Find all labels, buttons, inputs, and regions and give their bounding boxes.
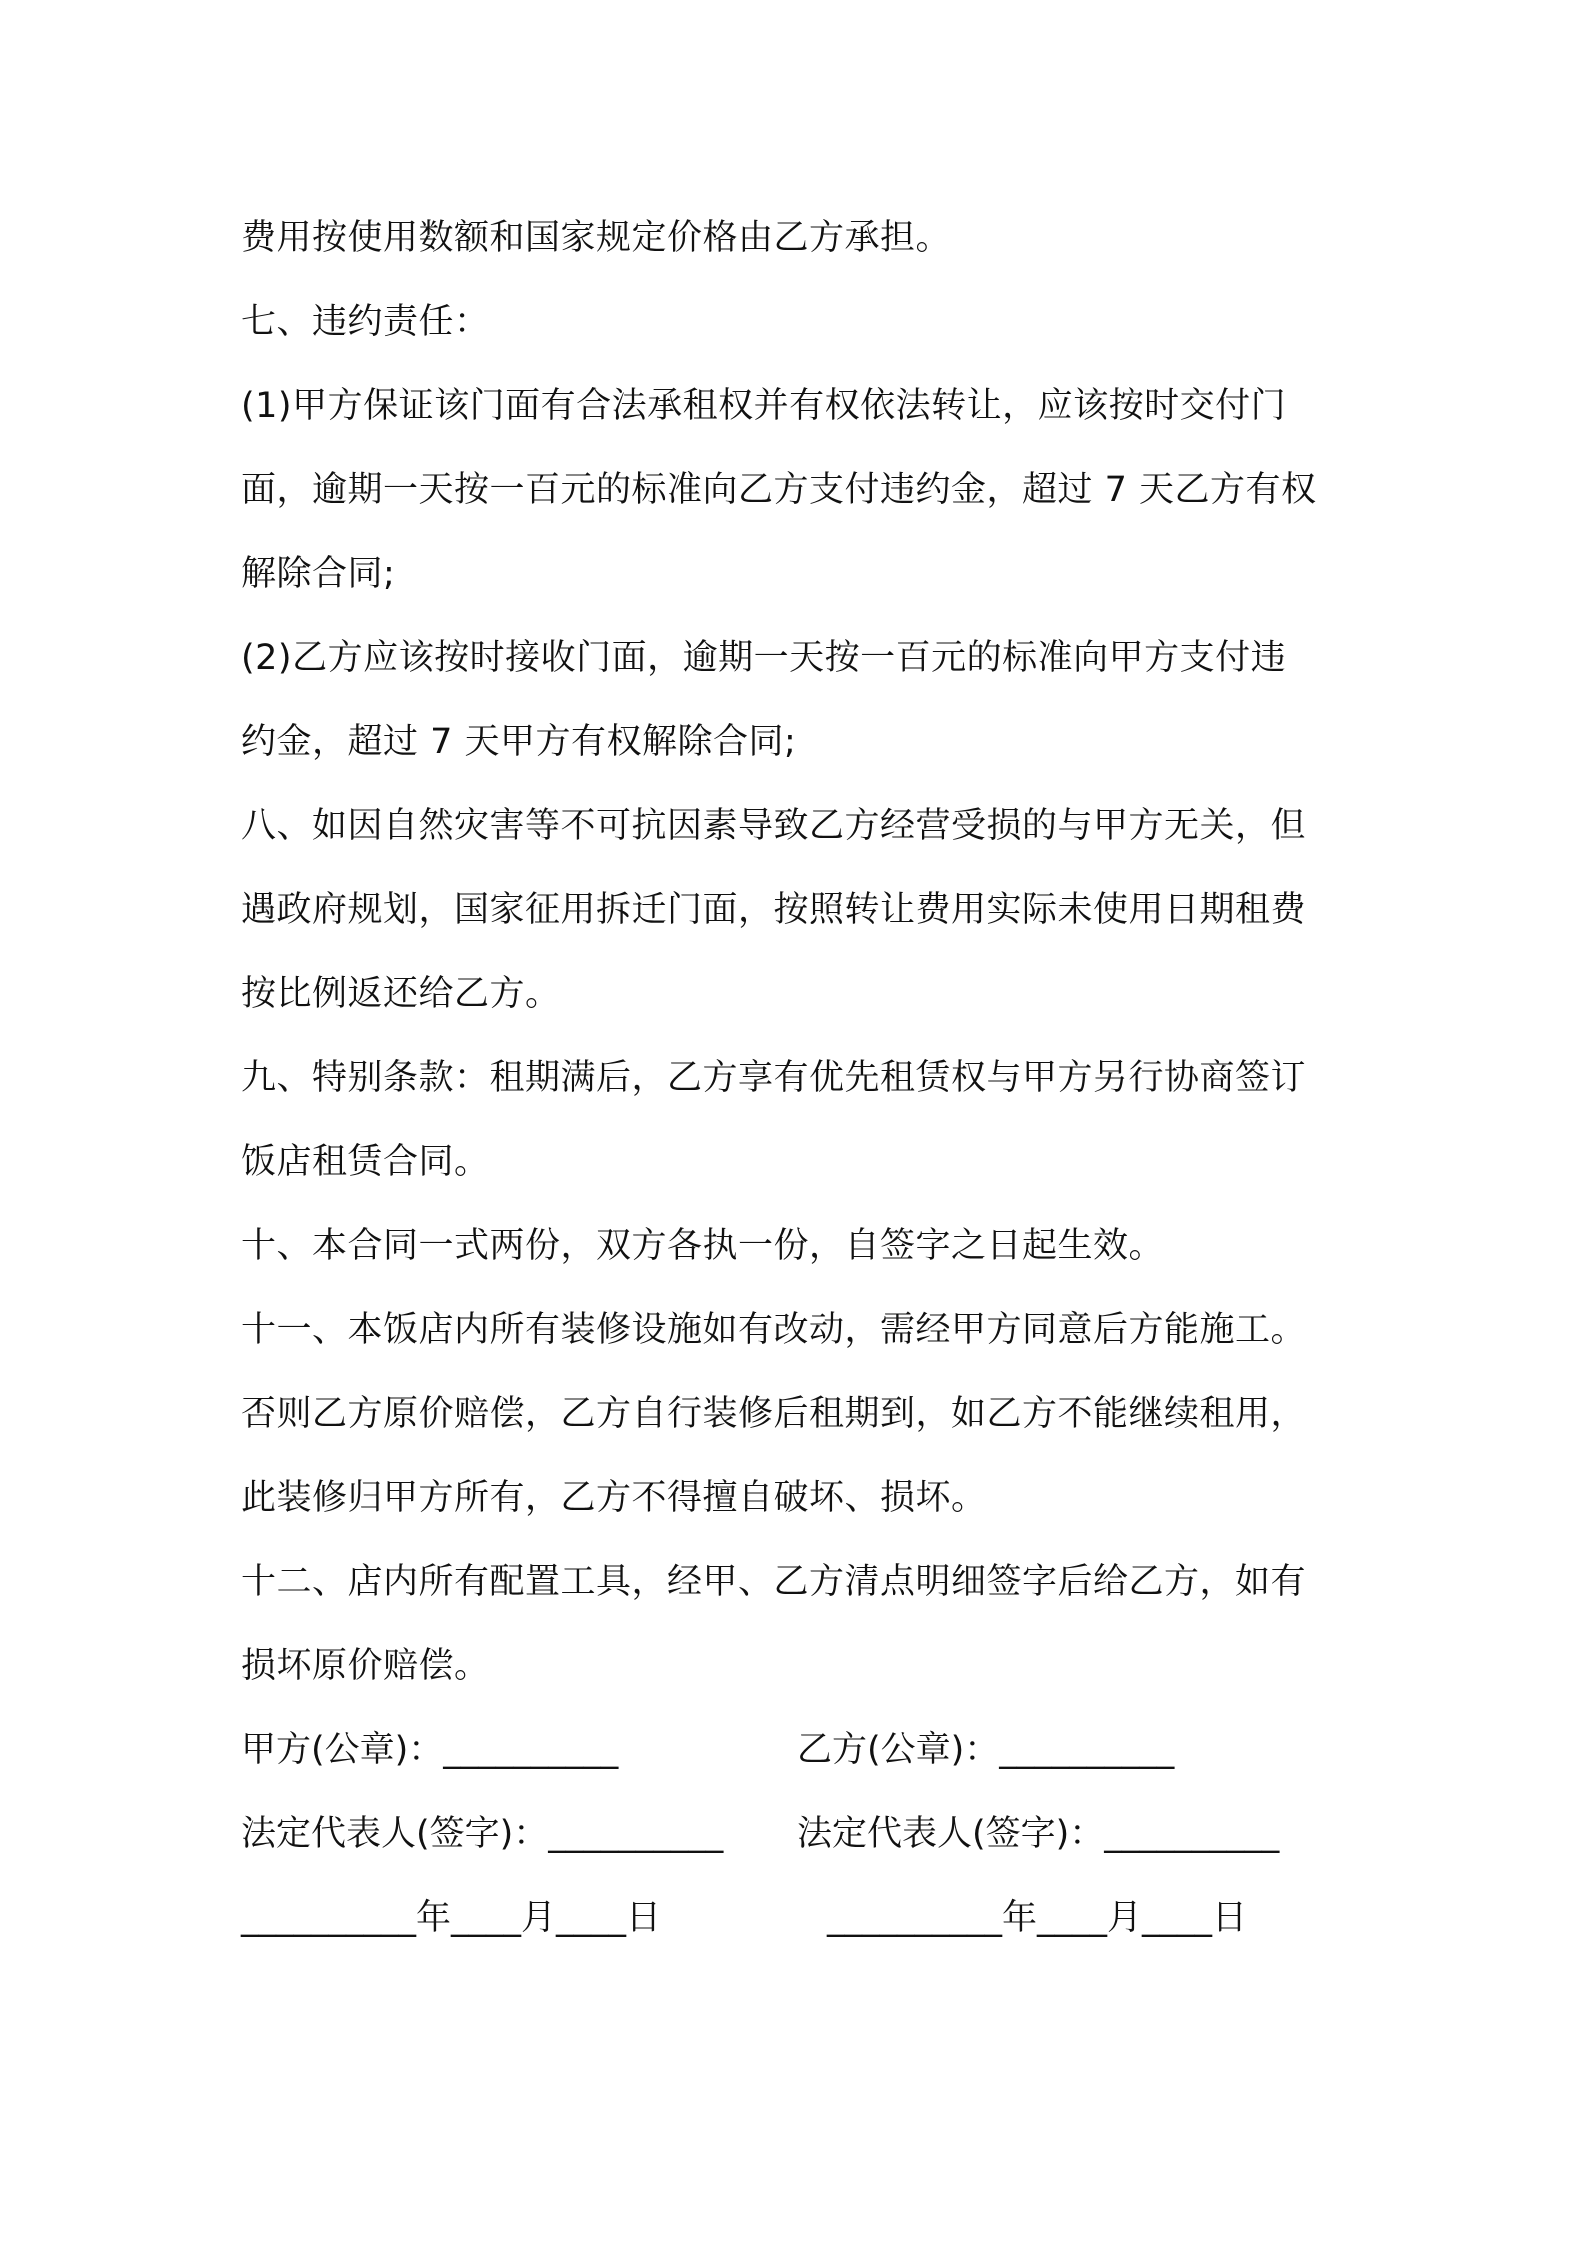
party-a-date: __________年____月____日 xyxy=(241,1898,662,1938)
text-line: 饭店租赁合同。 xyxy=(241,1142,490,1182)
text-line: 十一、本饭店内所有装修设施如有改动，需经甲方同意后方能施工。 xyxy=(241,1310,1307,1350)
text-line: 此装修归甲方所有，乙方不得擅自破坏、损坏。 xyxy=(241,1478,987,1518)
text-line: 约金，超过 7 天甲方有权解除合同; xyxy=(241,722,797,762)
section-heading: 七、违约责任： xyxy=(241,302,490,342)
text-line: 解除合同; xyxy=(241,554,396,594)
signature-row-representative xyxy=(241,1792,1361,1876)
text-line: 费用按使用数额和国家规定价格由乙方承担。 xyxy=(241,218,952,258)
signature-row-date xyxy=(241,1876,1361,1960)
party-a-representative: 法定代表人(签字)：__________ xyxy=(241,1814,724,1854)
text-line: 九、特别条款：租期满后，乙方享有优先租赁权与甲方另行协商签订 xyxy=(241,1058,1307,1098)
text-line: 否则乙方原价赔偿，乙方自行装修后租期到，如乙方不能继续租用， xyxy=(241,1394,1307,1434)
text-line: 遇政府规划，国家征用拆迁门面，按照转让费用实际未使用日期租费 xyxy=(241,890,1307,930)
party-b-date: __________年____月____日 xyxy=(827,1898,1248,1938)
text-line: 面，逾期一天按一百元的标准向乙方支付违约金，超过 7 天乙方有权 xyxy=(241,470,1317,510)
party-b-representative: 法定代表人(签字)：__________ xyxy=(797,1814,1280,1854)
text-line: 十、本合同一式两份，双方各执一份，自签字之日起生效。 xyxy=(241,1226,1165,1266)
party-a-seal: 甲方(公章)：__________ xyxy=(241,1730,619,1770)
text-line: (1)甲方保证该门面有合法承租权并有权依法转让，应该按时交付门 xyxy=(241,386,1287,426)
text-line: 十二、店内所有配置工具，经甲、乙方清点明细签字后给乙方，如有 xyxy=(241,1562,1307,1602)
text-line: 八、如因自然灾害等不可抗因素导致乙方经营受损的与甲方无关，但 xyxy=(241,806,1307,846)
signature-row-seal xyxy=(241,1708,1361,1792)
document-page xyxy=(241,196,1361,1960)
text-line: 按比例返还给乙方。 xyxy=(241,974,561,1014)
text-line: 损坏原价赔偿。 xyxy=(241,1646,490,1686)
text-line: (2)乙方应该按时接收门面，逾期一天按一百元的标准向甲方支付违 xyxy=(241,638,1287,678)
party-b-seal: 乙方(公章)：__________ xyxy=(797,1730,1175,1770)
